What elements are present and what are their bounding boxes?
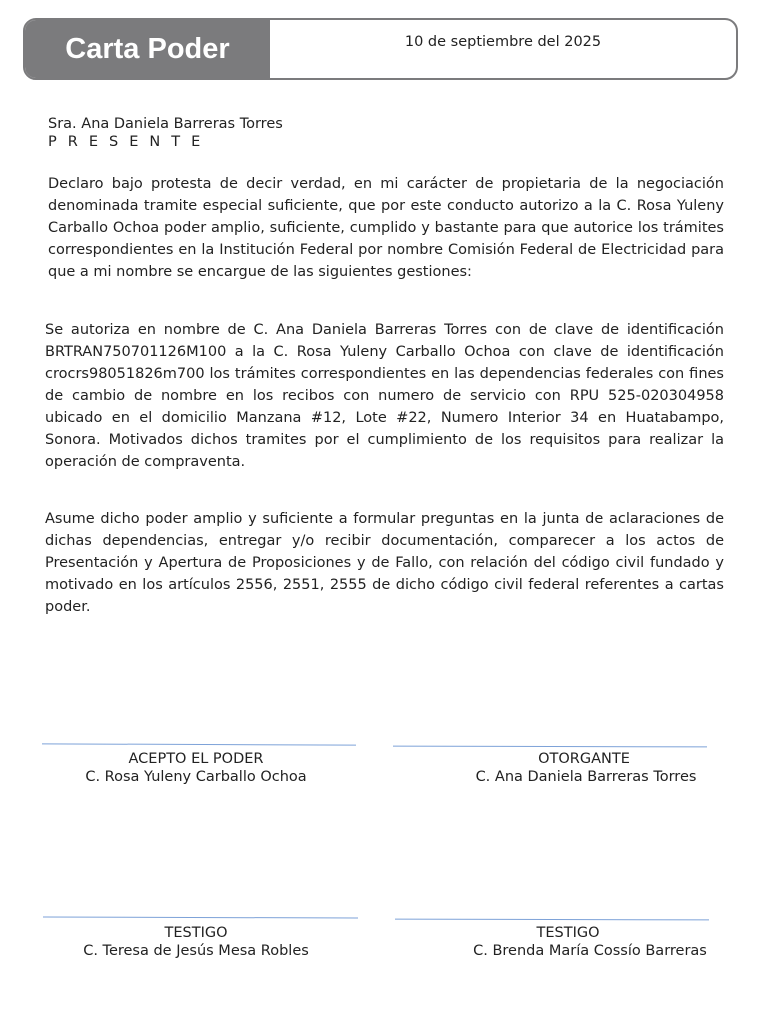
header-title-cell (25, 20, 270, 78)
document-date: 10 de septiembre del 2025 (404, 34, 602, 50)
signature-name: C. Ana Daniela Barreras Torres (475, 769, 697, 785)
recipient-block (48, 115, 283, 151)
authorization-paragraph: Se autoriza en nombre de C. Ana Daniela Barreras Torres con de clave de identificación BRTRAN750701126M100 a la C. Rosa Yuleny Carballo Ochoa con clave de identificación crocrs98051826m700 los trámites correspondientes en las dependencias federales con fines de cambio de nombre en los recibos con numero de servicio con RPU 525-020304958 ubicado en el domicilio Manzana #12, Lote #22, Numero Interior 34 en Huatabampo, Sonora. Motivados dichos tramites por el cumplimiento de los requisitos para realizar la operación de compraventa. (45, 322, 724, 470)
signature-block-testigo-1 (50, 924, 342, 960)
signature-role: TESTIGO (536, 925, 600, 941)
signature-role: OTORGANTE (538, 751, 630, 767)
signature-block-otorgante (458, 750, 738, 786)
powers-paragraph: Asume dicho poder amplio y suficiente a formular preguntas en la junta de aclaraciones de dichas dependencias, entregar y/o recibir documentación, comparecer a los actos de Presentación y Apertura de Proposiciones y de Fallo, con relación del código civil fundado y motivado en los artículos 2556, 2551, 2555 de dicho código civil federal referentes a cartas poder. (45, 511, 724, 615)
signature-line-acepto (42, 743, 356, 745)
recipient-name: Sra. Ana Daniela Barreras Torres (48, 116, 283, 132)
signature-line-testigo-1 (43, 916, 358, 918)
recipient-salutation: P R E S E N T E (48, 134, 204, 150)
declaration-paragraph: Declaro bajo protesta de decir verdad, en mi carácter de propietaria de la negociación denominada tramite especial suficiente, que por este conducto autorizo a la C. Rosa Yuleny Carballo Ochoa poder amplio, suficiente, cumplido y bastante para que autorice los trámites correspondientes en la Institución Federal por nombre Comisión Federal de Electricidad para que a mi nombre se encargue de las siguientes gestiones: (48, 176, 724, 280)
document-title: Carta Poder (65, 32, 230, 65)
signature-line-testigo-2 (395, 919, 709, 921)
signature-role: ACEPTO EL PODER (128, 751, 264, 767)
signature-role: TESTIGO (164, 925, 228, 941)
signature-name: C. Teresa de Jesús Mesa Robles (83, 943, 309, 959)
signature-block-testigo-2 (458, 924, 738, 960)
signature-line-otorgante (393, 746, 707, 748)
document-header (23, 18, 738, 80)
signature-block-acepto (50, 750, 342, 786)
signature-name: C. Rosa Yuleny Carballo Ochoa (85, 769, 307, 785)
header-date-cell (270, 20, 736, 78)
signature-name: C. Brenda María Cossío Barreras (473, 943, 707, 959)
